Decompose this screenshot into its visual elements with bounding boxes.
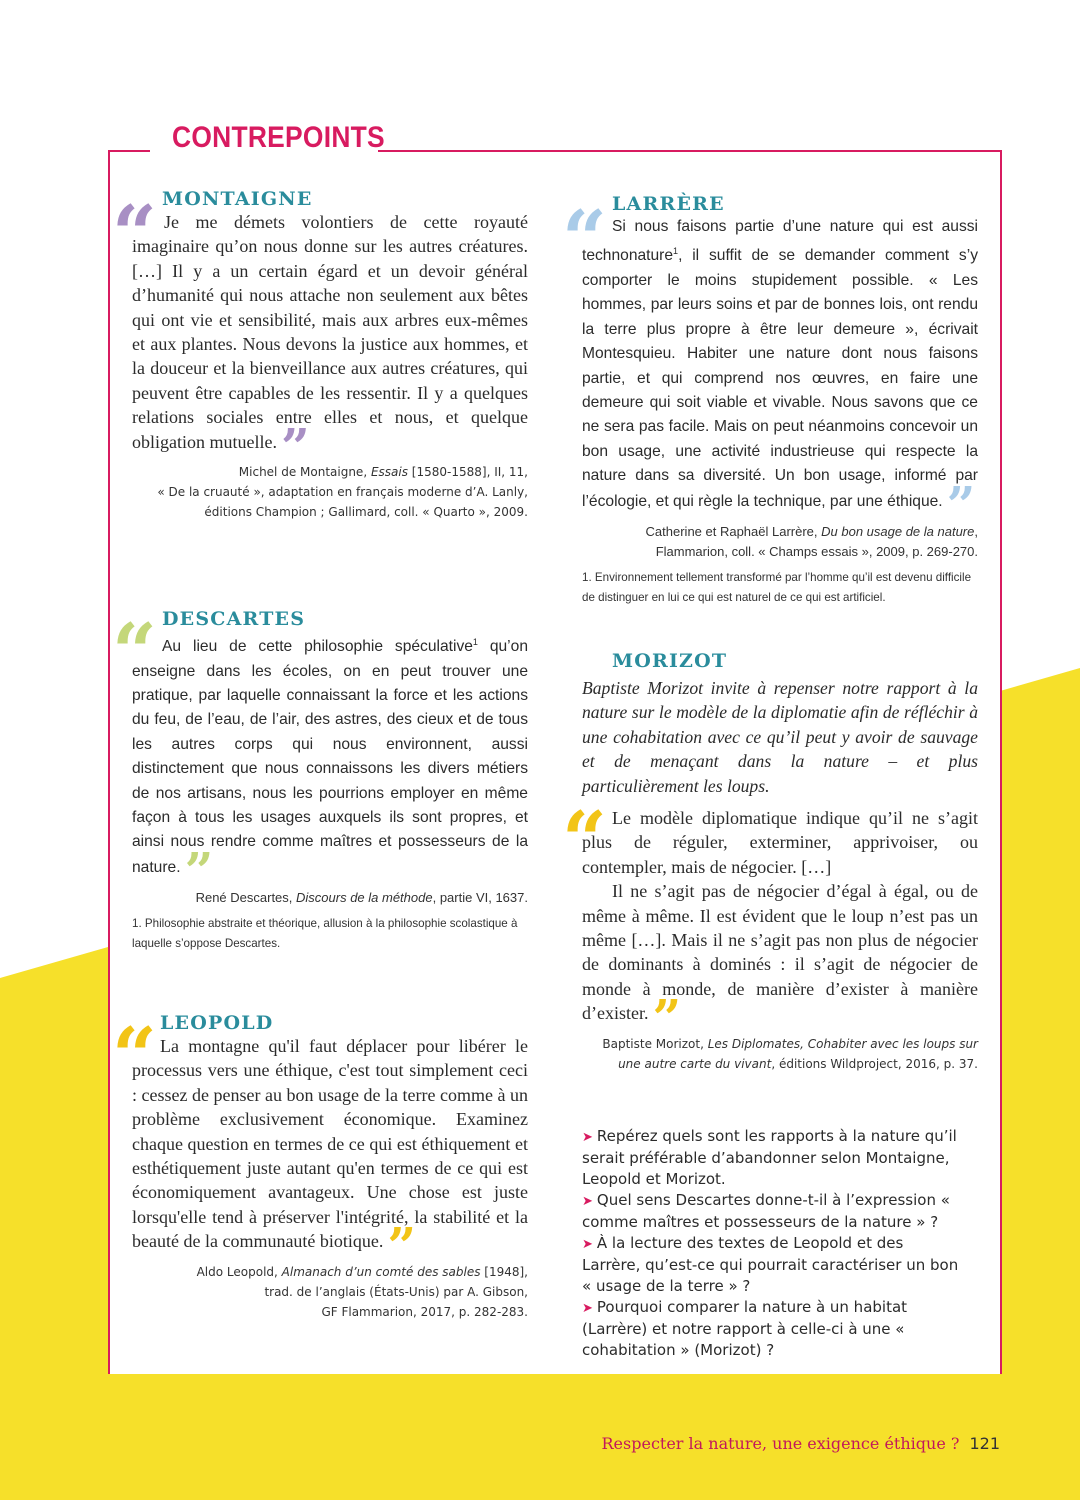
open-quote-icon: “ bbox=[112, 1011, 147, 1102]
questions-list bbox=[582, 1126, 962, 1361]
close-quote-icon: ” bbox=[652, 988, 676, 1048]
source-details: , éditions Wildproject, 2016, p. 37. bbox=[771, 1056, 978, 1071]
section-title: CONTREPOINTS bbox=[172, 121, 385, 154]
source-author: Aldo Leopold, bbox=[196, 1264, 282, 1279]
descartes-block bbox=[112, 607, 528, 954]
footnote-mark: 1 bbox=[673, 246, 679, 257]
arrow-icon: ➤ bbox=[582, 1237, 593, 1252]
source-author: Baptiste Morizot, bbox=[602, 1036, 708, 1051]
close-quote-icon: ” bbox=[280, 416, 304, 476]
source-details: [1948], bbox=[480, 1264, 528, 1279]
arrow-icon: ➤ bbox=[582, 1130, 593, 1145]
footnote-mark: 1 bbox=[472, 637, 478, 647]
source-details: , bbox=[974, 524, 978, 540]
source-work: Les Diplomates, Cohabiter avec les loups sur une autre carte du vivant bbox=[618, 1036, 978, 1071]
larrere-block bbox=[562, 193, 978, 608]
author-heading: DESCARTES bbox=[162, 608, 306, 630]
quote-body: La montagne qu'il faut déplacer pour libérer le processus vers une éthique, c'est tout simplement ceci : cessez de penser au bon usage de la terre comme à un problème exclusivement économique. Examinez chaque question en termes de ce qui est éthiquement et esthétiquement juste autant qu'en termes de ce qui est économiquement avantageux. Une chose est juste lorsqu'elle tend à préserver l'intégrité, la stabilité et la beauté de la communauté biotique. bbox=[132, 1036, 528, 1252]
author-heading: MONTAIGNE bbox=[162, 188, 313, 210]
question-item bbox=[582, 1190, 962, 1233]
source-line: « De la cruauté », adaptation en français moderne d’A. Lanly, bbox=[157, 485, 528, 500]
source-author: Catherine et Raphaël Larrère, bbox=[645, 524, 822, 540]
question-text: Repérez quels sont les rapports à la nature qu’il serait préférable d’abandonner selon Montaigne, Leopold et Morizot. bbox=[582, 1127, 957, 1188]
quote-body: Je me démets volontiers de cette royauté imaginaire qu’on nous donne sur les autres créatures. […] Il y a un certain égard et un devoir général d’humanité qui nous attache non seulement aux bêtes qui ont vie et sensibilité, mais aux arbres eux-mêmes et aux plantes. Nous devons la justice aux hommes, et la douceur et la bienveillance aux autres créatures, qui peuvent être capables de les ressentir. Il y a quelques relations sociales entre elles et nous, et quelque obligation mutuelle. bbox=[132, 212, 528, 452]
source-line: éditions Champion ; Gallimard, coll. « Quarto », 2009. bbox=[204, 505, 528, 520]
question-text: Pourquoi comparer la nature à un habitat (Larrère) et notre rapport à celle-ci à une « cohabitation » (Morizot) ? bbox=[582, 1298, 908, 1359]
question-item bbox=[582, 1297, 962, 1361]
leopold-block bbox=[112, 1011, 528, 1322]
quote-source bbox=[132, 1262, 528, 1322]
quote-body: Il ne s’agit pas de négocier d’égal à égal, ou de même à même. Il est évident que le loup n’est pas un même […]. Mais il ne s’agit pas non plus de négocier de dominants à dominés : il s’agit de négocier de monde à monde, de manière d’exister à manière d’exister. bbox=[582, 881, 978, 1024]
source-work: Almanach d’un comté des sables bbox=[281, 1264, 481, 1279]
quote-source bbox=[582, 522, 978, 562]
quote-body: qu’on enseigne dans les écoles, on en peut trouver une pratique, par laquelle connaissant la force et les actions du feu, de l’eau, de l’air, des astres, des cieux et de tous les autres corps qui nous environnent, aussi distinctement que nous connaissons les divers métiers de nos artisans, nous les pourrions employer en même façon à tous les usages auxquels ils sont propres, et ainsi nous rendre comme maîtres et possesseurs de la nature. bbox=[132, 638, 528, 876]
author-heading: MORIZOT bbox=[612, 650, 728, 672]
open-quote-icon: “ bbox=[112, 189, 147, 280]
source-line: Flammarion, coll. « Champs essais », 2009, p. 269-270. bbox=[655, 544, 978, 560]
morizot-block bbox=[562, 650, 978, 1074]
close-quote-icon: ” bbox=[184, 840, 208, 900]
author-heading: LARRÈRE bbox=[612, 193, 725, 215]
quote-paragraph: Le modèle diplomatique indique qu’il ne s’agit plus de réguler, exterminer, apprivoiser, ou contempler, mais de négocier. […] bbox=[582, 808, 978, 877]
source-details: [1580-1588], II, 11, bbox=[407, 465, 528, 480]
page-footer bbox=[602, 1434, 1001, 1453]
footnote: 1. Environnement tellement transformé par l’homme qu’il est devenu difficile de distinguer en lui ce qui est naturel de ce qui est artificiel. bbox=[582, 571, 972, 605]
quote-source bbox=[132, 462, 528, 522]
source-work: Du bon usage de la nature bbox=[821, 524, 975, 540]
source-line: trad. de l’anglais (États-Unis) par A. Gibson, bbox=[264, 1284, 528, 1299]
author-heading: LEOPOLD bbox=[160, 1012, 274, 1034]
arrow-icon: ➤ bbox=[582, 1194, 593, 1209]
morizot-intro: Baptiste Morizot invite à repenser notre rapport à la nature sur le modèle de la diplomatie afin de réfléchir à une cohabitation avec ce qu’il peut y avoir de sauvage et de menaçant dans la nature – et plus particulièrement les loups. bbox=[582, 678, 978, 796]
source-author: Michel de Montaigne, bbox=[238, 465, 371, 480]
source-line: GF Flammarion, 2017, p. 282-283. bbox=[321, 1304, 528, 1319]
open-quote-icon: “ bbox=[562, 194, 597, 285]
close-quote-icon: ” bbox=[387, 1216, 411, 1276]
question-item bbox=[582, 1233, 962, 1297]
quote-body: Au lieu de cette philosophie spéculative bbox=[162, 638, 473, 656]
source-work: Discours de la méthode bbox=[296, 890, 433, 906]
close-quote-icon: ” bbox=[946, 474, 970, 534]
source-details: , partie VI, 1637. bbox=[432, 890, 528, 906]
quote-body: , il suffit de se demander comment s’y comporter le moins stupidement possible. « Les hommes, par leurs soins et par de bonnes lois, ont rendu la terre plus propre à être leur demeure », écrivait Montesquieu. Habiter une nature dont nous faisons partie, et qui comprend nos œuvres, en faire une demeure qui soit viable et vivable. Nous savons que ce ne sera pas facile. Mais on peut néanmoins concevoir un bon usage, une activité industrieuse qui respecte la nature dans sa diversité. Un bon usage, informé par l’écologie, et qui règle la technique, par une éthique. bbox=[582, 247, 978, 510]
quote-source bbox=[582, 1034, 978, 1074]
source-work: Essais bbox=[370, 465, 408, 480]
question-item bbox=[582, 1126, 962, 1190]
source-author: René Descartes, bbox=[195, 890, 297, 906]
open-quote-icon: “ bbox=[562, 795, 597, 887]
question-text: Quel sens Descartes donne-t-il à l’expression « comme maîtres et possesseurs de la nature » ? bbox=[582, 1191, 950, 1231]
chapter-title: Respecter la nature, une exigence éthique ? bbox=[601, 1434, 960, 1453]
arrow-icon: ➤ bbox=[582, 1301, 593, 1316]
quote-body: Si nous faisons partie d’une nature qui est aussi technonature bbox=[582, 218, 978, 265]
montaigne-block bbox=[112, 188, 528, 522]
question-text: À la lecture des textes de Leopold et des Larrère, qu’est-ce qui pourrait caractériser un bon « usage de la terre » ? bbox=[582, 1234, 959, 1295]
footnote: 1. Philosophie abstraite et théorique, allusion à la philosophie scolastique à laquelle s’oppose Descartes. bbox=[132, 917, 518, 951]
page-number: 121 bbox=[969, 1434, 1000, 1453]
open-quote-icon: “ bbox=[112, 607, 147, 698]
